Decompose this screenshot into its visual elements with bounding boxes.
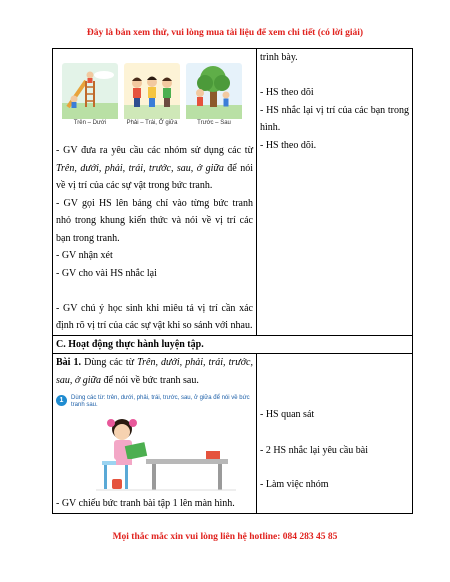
teacher-activity-cell	[53, 49, 257, 336]
student-exercise-cell	[257, 354, 413, 514]
table-row	[53, 354, 413, 514]
student-repeat: - HS nhắc lại vị trí của các bạn trong hình.	[260, 104, 409, 133]
instruction-note: - GV chú ý học sinh khi miêu tả vị trí cần xác định rõ vị trí của các sự vật khi so sánh với nhau.	[56, 302, 253, 331]
illustration-front-back	[186, 63, 242, 128]
section-heading: C. Hoạt động thực hành luyện tập.	[53, 335, 413, 354]
lesson-table	[52, 48, 413, 514]
table-row	[53, 49, 413, 336]
exercise-statement: Bài 1. Dùng các từ Trên, dưới, phải, trái, trước, sau, ở giữa để nói về bức tranh sau.	[56, 357, 253, 386]
three-children-image	[124, 63, 180, 119]
student-activity-cell	[257, 49, 413, 336]
instruction-feedback: - GV nhận xét	[56, 250, 113, 261]
caption-front-back: Trước – Sau	[197, 120, 231, 126]
exercise-instruction: Dùng các từ: trên, dưới, phải, trái, trước, sau, ở giữa để nói về bức tranh sau.	[71, 395, 250, 408]
caption-right-left-middle: Phải – Trái, Ở giữa	[126, 120, 178, 126]
instruction-projection: - GV chiếu bức tranh bài tập 1 lên màn hình.	[56, 498, 235, 509]
tree-children-image	[186, 63, 242, 119]
instruction-groups-a: - GV đưa ra yêu cầu các nhóm sử dụng các từ	[56, 145, 253, 156]
instruction-repeat: - GV cho vài HS nhắc lại	[56, 267, 157, 279]
student-present: trình bày.	[260, 52, 298, 63]
exercise-label: Bài 1.	[56, 357, 82, 368]
student-repeat-request: - 2 HS nhắc lại yêu cầu bài	[260, 444, 369, 456]
exercise-header	[56, 395, 253, 409]
girl-reading-image	[56, 411, 246, 495]
student-follow-2: - HS theo dõi.	[260, 139, 317, 151]
exercise-position-words: Trên, dưới, phải, trái, trước, sau, ở giữa	[56, 357, 253, 386]
exercise-number-badge: 1	[56, 395, 67, 406]
student-follow: - HS theo dõi	[260, 87, 314, 98]
illustration-above-below	[62, 63, 118, 128]
position-illustrations	[62, 63, 253, 128]
section-row	[53, 335, 413, 354]
instruction-groups-c: để nói về vị trí của các sự vật trong bức tranh.	[56, 162, 253, 191]
header-banner: Đây là bản xem thử, vui lòng mua tài liệu để xem chi tiết (có lời giải)	[86, 28, 364, 38]
exercise-cell	[53, 354, 257, 514]
instruction-board: - GV gọi HS lên bảng chỉ vào từng bức tranh nhỏ trong khung kiến thức và nói về vị trí các bạn trong tranh.	[56, 197, 253, 244]
instruction-groups	[56, 142, 253, 195]
illustration-right-left-middle	[124, 63, 180, 128]
student-group-work: - Làm việc nhóm	[260, 479, 329, 490]
position-words: Trên, dưới, phải, trái, trước, sau, ở giữa	[56, 162, 224, 174]
student-observe: - HS quan sát	[260, 409, 315, 420]
footer-banner: Mọi thắc mắc xin vui lòng liên hệ hotline: 084 283 45 85	[112, 532, 338, 542]
playground-slide-image	[62, 63, 118, 119]
caption-above-below: Trên – Dưới	[73, 120, 107, 126]
